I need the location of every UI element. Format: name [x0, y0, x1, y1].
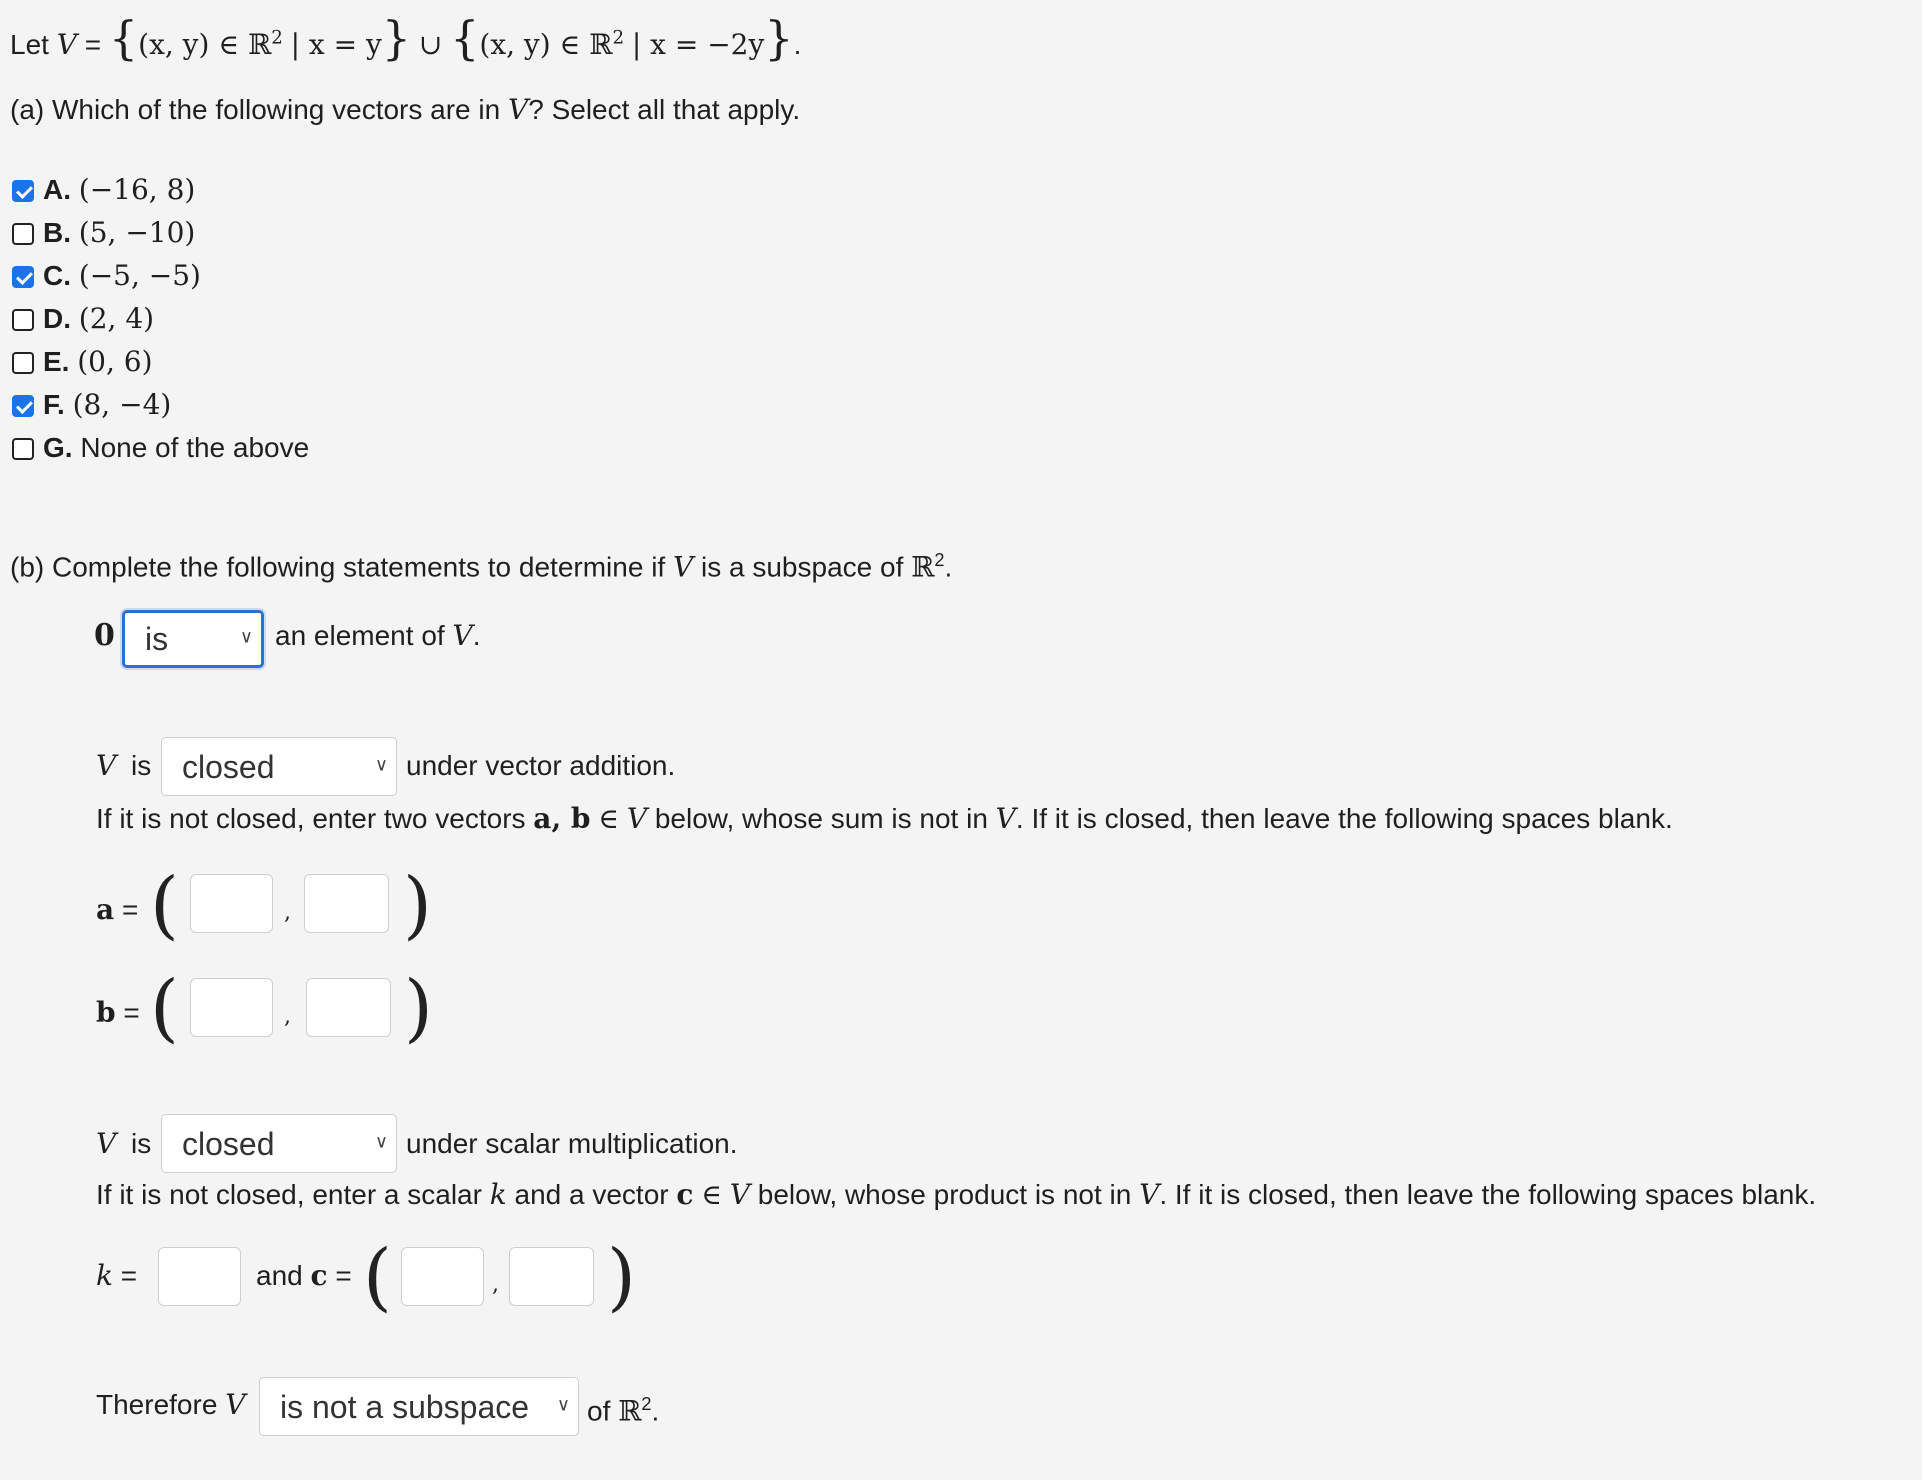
vector-b-y-input[interactable]: [306, 978, 391, 1037]
addition-instructions: If it is not closed, enter two vectors a, b ∈ V below, whose sum is not in V. If it is closed, then leave the following spaces blank.: [96, 802, 1673, 835]
checkbox-icon[interactable]: [12, 352, 34, 374]
zero-vector-symbol: 0: [94, 618, 115, 653]
addition-text: under vector addition.: [406, 750, 676, 781]
open-paren: (: [363, 1234, 392, 1320]
close-paren: ): [607, 1234, 636, 1320]
scalar-instructions: If it is not closed, enter a scalar k and a vector c ∈ V below, whose product is not in V. If it is closed, then leave the following spaces blank.: [96, 1178, 1817, 1211]
checkbox-checked-icon[interactable]: [12, 395, 34, 417]
scalar-var: V: [96, 1127, 117, 1160]
open-brace: {: [108, 11, 139, 65]
close-paren: ): [404, 965, 433, 1051]
vector-b-x-input[interactable]: [190, 978, 273, 1037]
chevron-down-icon: ∨: [374, 1130, 388, 1151]
conclusion-suffix: of ℝ$^2$.: [587, 1394, 660, 1428]
vector-c-y-input[interactable]: [509, 1247, 594, 1306]
checkbox-checked-icon[interactable]: [12, 180, 34, 202]
comma: ,: [284, 900, 291, 925]
scalar-is: is: [131, 1128, 152, 1159]
addition-is: is: [131, 750, 152, 781]
comma: ,: [284, 1004, 291, 1029]
zero-element-text: an element of V.: [275, 619, 481, 652]
vector-a-x-input[interactable]: [190, 874, 273, 933]
part-a-question: (a) Which of the following vectors are in V? Select all that apply.: [10, 93, 801, 126]
open-brace: {: [450, 11, 480, 65]
problem-statement: Let V = {(x, y) ∈ ℝ$^2$ | x = y} ∪ {(x, y) ∈ ℝ$^2$ | x = −2y}.: [10, 11, 802, 65]
checkbox-checked-icon[interactable]: [12, 266, 34, 288]
checkbox-icon[interactable]: [12, 438, 34, 460]
chevron-down-icon: ∨: [239, 626, 253, 647]
close-brace: }: [764, 11, 794, 65]
close-brace: }: [381, 11, 412, 65]
addition-var: V: [96, 749, 117, 782]
part-b-question: (b) Complete the following statements to determine if V is a subspace of ℝ$^2$.: [10, 550, 953, 584]
vector-a-y-input[interactable]: [304, 874, 389, 933]
close-paren: ): [403, 862, 432, 948]
zero-element-select[interactable]: is ∨: [122, 610, 264, 668]
comma: ,: [492, 1272, 499, 1297]
open-paren: (: [150, 862, 179, 948]
scalar-closure-select[interactable]: closed ∨: [161, 1114, 397, 1173]
scalar-k-input[interactable]: [158, 1247, 241, 1306]
addition-closure-select[interactable]: closed ∨: [161, 737, 397, 796]
vector-c-label: and c =: [256, 1259, 352, 1292]
vector-c-x-input[interactable]: [401, 1247, 484, 1306]
checkbox-icon[interactable]: [12, 223, 34, 245]
subspace-conclusion-select[interactable]: is not a subspace ∨: [259, 1377, 579, 1436]
scalar-text: under scalar multiplication.: [406, 1128, 738, 1159]
scalar-k-label: k =: [96, 1259, 138, 1292]
open-paren: (: [150, 965, 179, 1051]
vector-b-label: b =: [96, 996, 140, 1029]
vector-a-label: a =: [96, 893, 139, 926]
conclusion-prefix: Therefore V: [96, 1388, 246, 1421]
chevron-down-icon: ∨: [374, 753, 388, 774]
chevron-down-icon: ∨: [556, 1393, 570, 1414]
checkbox-icon[interactable]: [12, 309, 34, 331]
